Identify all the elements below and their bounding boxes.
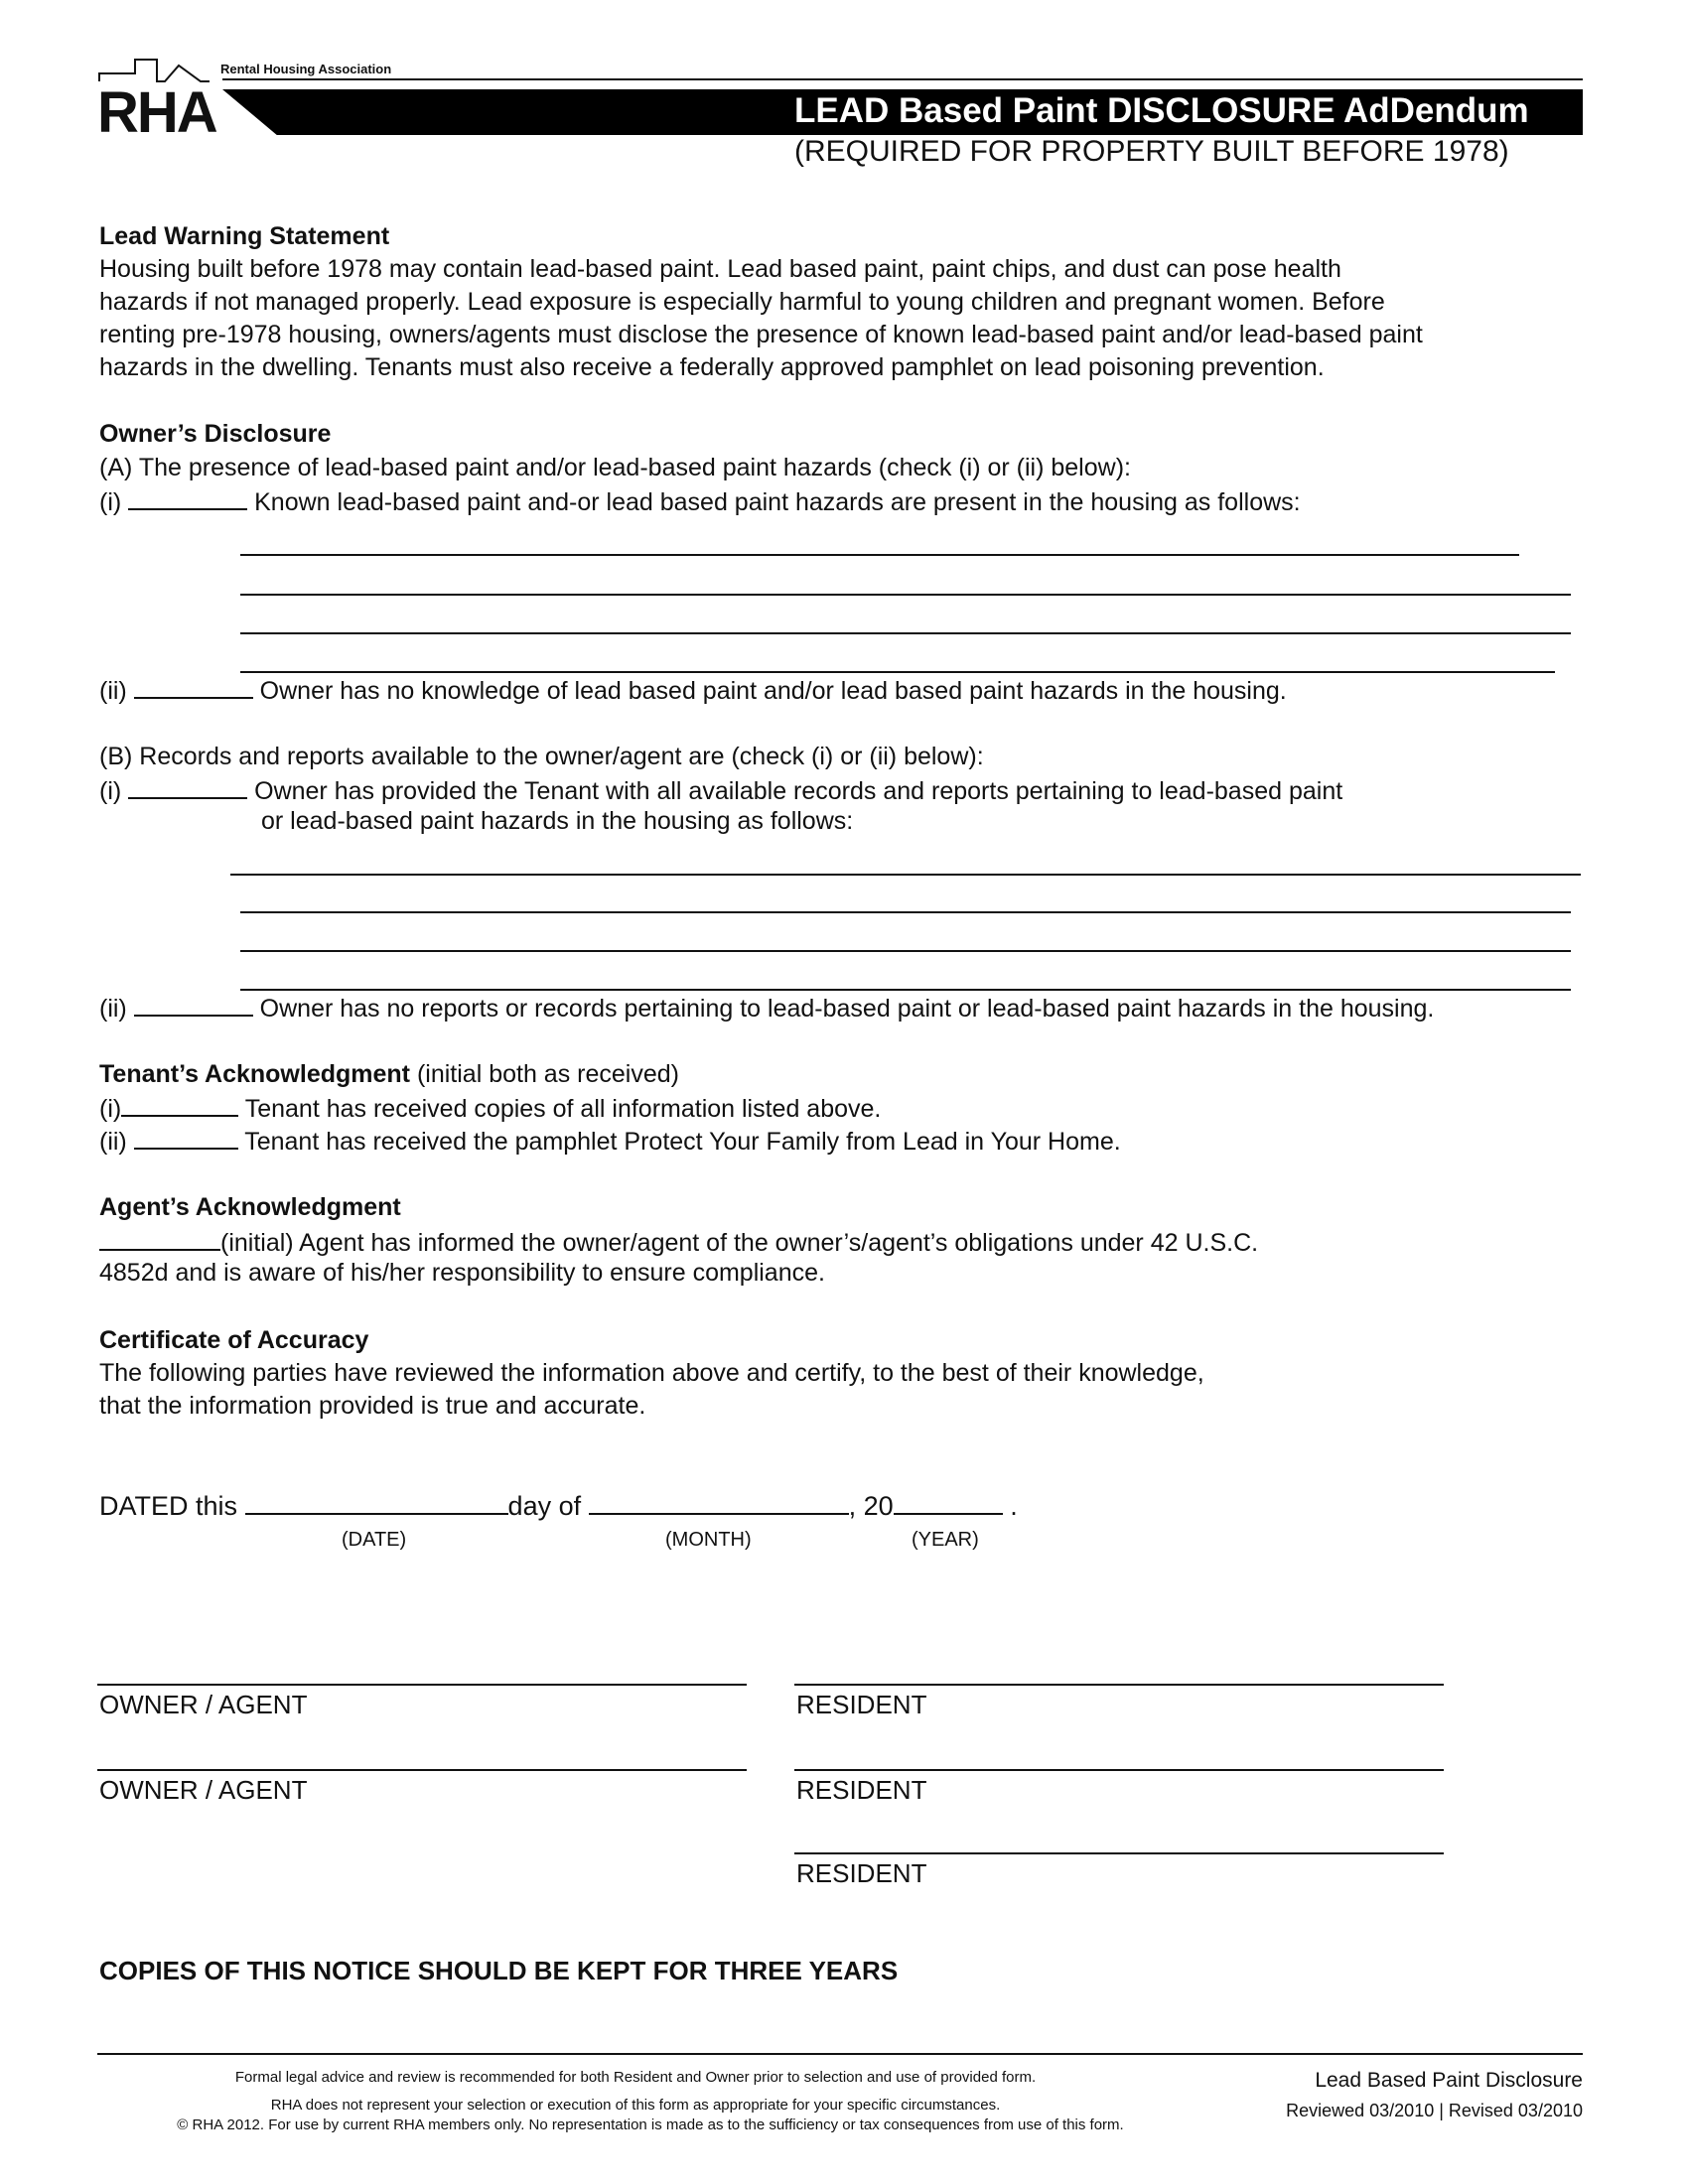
footer-rule [97, 2053, 1583, 2055]
dated-row [99, 1491, 1018, 1522]
owner-signature-line-1[interactable] [97, 1684, 747, 1686]
resident-label-2: RESIDENT [796, 1775, 927, 1805]
resident-label-1: RESIDENT [796, 1690, 927, 1719]
resident-signature-line-2[interactable] [794, 1769, 1444, 1771]
item-text: Tenant has received the pamphlet Protect Your Family from Lead in Your Home. [244, 1128, 1121, 1156]
warning-line: hazards if not managed properly. Lead exposure is especially harmful to young children and pregnant women. Before [99, 288, 1385, 316]
header-rule [222, 78, 1583, 80]
item-text: Owner has no knowledge of lead based paint and/or lead based paint hazards in the housing. [259, 677, 1287, 705]
agent-line-2: 4852d and is aware of his/her responsibility to ensure compliance. [99, 1259, 825, 1287]
footer-revision: Reviewed 03/2010 | Revised 03/2010 [1286, 2101, 1583, 2120]
footer-form-name: Lead Based Paint Disclosure [1315, 2069, 1583, 2092]
owner-b-ii-initial-field[interactable] [134, 993, 253, 1017]
owner-a-detail-line-3[interactable] [240, 632, 1571, 634]
footer-legal-line-2: RHA does not represent your selection or execution of this form as appropriate for your specific circumstances. [270, 2097, 1001, 2114]
warning-line: Housing built before 1978 may contain lead-based paint. Lead based paint, paint chips, and dust can pose health [99, 255, 1341, 283]
resident-signature-line-3[interactable] [794, 1852, 1444, 1854]
warning-heading: Lead Warning Statement [99, 222, 390, 250]
tenant-ii-row [99, 1126, 1121, 1157]
date-caption: (DATE) [342, 1529, 407, 1551]
footer-legal-line-1: Formal legal advice and review is recommended for both Resident and Owner prior to selection and use of provided form. [234, 2069, 1037, 2086]
tenant-heading-note: (initial both as received) [410, 1060, 679, 1088]
agent-text: (initial) Agent has informed the owner/agent of the owner’s/agent’s obligations under 42 U.S.C. [220, 1229, 1259, 1257]
document-subtitle: (REQUIRED FOR PROPERTY BUILT BEFORE 1978) [794, 135, 1509, 168]
item-label: (ii) [99, 1128, 127, 1156]
item-label: (i) [99, 1095, 122, 1123]
day-of-text: day of [507, 1491, 582, 1521]
association-name: Rental Housing Association [220, 62, 392, 76]
item-label: (ii) [99, 995, 127, 1023]
footer-legal-line-3: © RHA 2012. For use by current RHA members only. No representation is made as to the sufficiency or tax consequences from use of this form. [177, 2116, 1124, 2133]
tenant-ii-initial-field[interactable] [134, 1126, 238, 1150]
item-label: (ii) [99, 677, 127, 705]
item-text: Owner has provided the Tenant with all available records and reports pertaining to lead-based paint [254, 777, 1343, 805]
owner-signature-line-2[interactable] [97, 1769, 747, 1771]
tenant-heading: Tenant’s Acknowledgment [99, 1060, 411, 1088]
owner-a-ii-row [99, 675, 1287, 706]
owner-b-i-initial-field[interactable] [128, 775, 247, 799]
warning-line: renting pre-1978 housing, owners/agents must disclose the presence of known lead-based paint and/or lead-based paint [99, 321, 1423, 348]
resident-signature-line-1[interactable] [794, 1684, 1444, 1686]
agent-line-1 [99, 1227, 1258, 1258]
owner-b-detail-line-4[interactable] [240, 989, 1571, 991]
rha-logo: RHA [97, 80, 216, 145]
owner-agent-label-1: OWNER / AGENT [99, 1690, 308, 1719]
owner-agent-label-2: OWNER / AGENT [99, 1775, 308, 1805]
tenant-heading-row [99, 1060, 679, 1089]
warning-line: hazards in the dwelling. Tenants must also receive a federally approved pamphlet on lead poisoning prevention. [99, 353, 1325, 381]
owner-a-intro: (A) The presence of lead-based paint and/or lead-based paint hazards (check (i) or (ii) below): [99, 454, 1131, 481]
month-caption: (MONTH) [665, 1529, 752, 1551]
owner-a-i-initial-field[interactable] [128, 486, 247, 510]
item-label: (i) [99, 777, 122, 805]
owner-b-ii-row [99, 993, 1434, 1024]
owner-a-i-row [99, 486, 1301, 517]
owner-b-detail-line-2[interactable] [240, 911, 1571, 913]
item-text: Tenant has received copies of all information listed above. [244, 1095, 882, 1123]
owner-b-intro: (B) Records and reports available to the owner/agent are (check (i) or (ii) below): [99, 743, 984, 770]
month-field[interactable] [589, 1491, 849, 1515]
resident-label-3: RESIDENT [796, 1858, 927, 1888]
owner-a-detail-line-1[interactable] [240, 554, 1519, 556]
owner-b-detail-line-1[interactable] [230, 874, 1581, 876]
warning-paragraph [99, 253, 1423, 384]
agent-initial-field[interactable] [99, 1227, 220, 1251]
tenant-i-initial-field[interactable] [121, 1093, 238, 1117]
period: . [1010, 1491, 1018, 1521]
owner-a-detail-line-4[interactable] [240, 671, 1555, 673]
certificate-line-2: that the information provided is true and accurate. [99, 1392, 646, 1420]
item-text: Owner has no reports or records pertaining to lead-based paint or lead-based paint hazards in the housing. [259, 995, 1435, 1023]
owner-b-i-row [99, 775, 1342, 806]
owner-b-i-text-continued: or lead-based paint hazards in the housing as follows: [261, 807, 854, 835]
agent-heading: Agent’s Acknowledgment [99, 1193, 401, 1221]
retention-notice: COPIES OF THIS NOTICE SHOULD BE KEPT FOR THREE YEARS [99, 1956, 899, 1985]
certificate-line-1: The following parties have reviewed the information above and certify, to the best of their knowledge, [99, 1359, 1204, 1387]
owner-a-ii-initial-field[interactable] [134, 675, 253, 699]
date-field[interactable] [245, 1491, 508, 1515]
owner-a-detail-line-2[interactable] [240, 594, 1571, 596]
owner-b-detail-line-3[interactable] [240, 950, 1571, 952]
item-text: Known lead-based paint and-or lead based paint hazards are present in the housing as follows: [254, 488, 1301, 516]
year-field[interactable] [894, 1491, 1003, 1515]
owner-heading: Owner’s Disclosure [99, 420, 332, 448]
item-label: (i) [99, 488, 122, 516]
house-outline-icon [97, 52, 211, 83]
tenant-i-row [99, 1093, 881, 1124]
document-title: LEAD Based Paint DISCLOSURE AdDendum [794, 91, 1529, 130]
certificate-heading: Certificate of Accuracy [99, 1326, 369, 1354]
year-caption: (YEAR) [912, 1529, 979, 1551]
comma-20: , 20 [848, 1491, 894, 1521]
dated-prefix: DATED this [99, 1491, 238, 1521]
